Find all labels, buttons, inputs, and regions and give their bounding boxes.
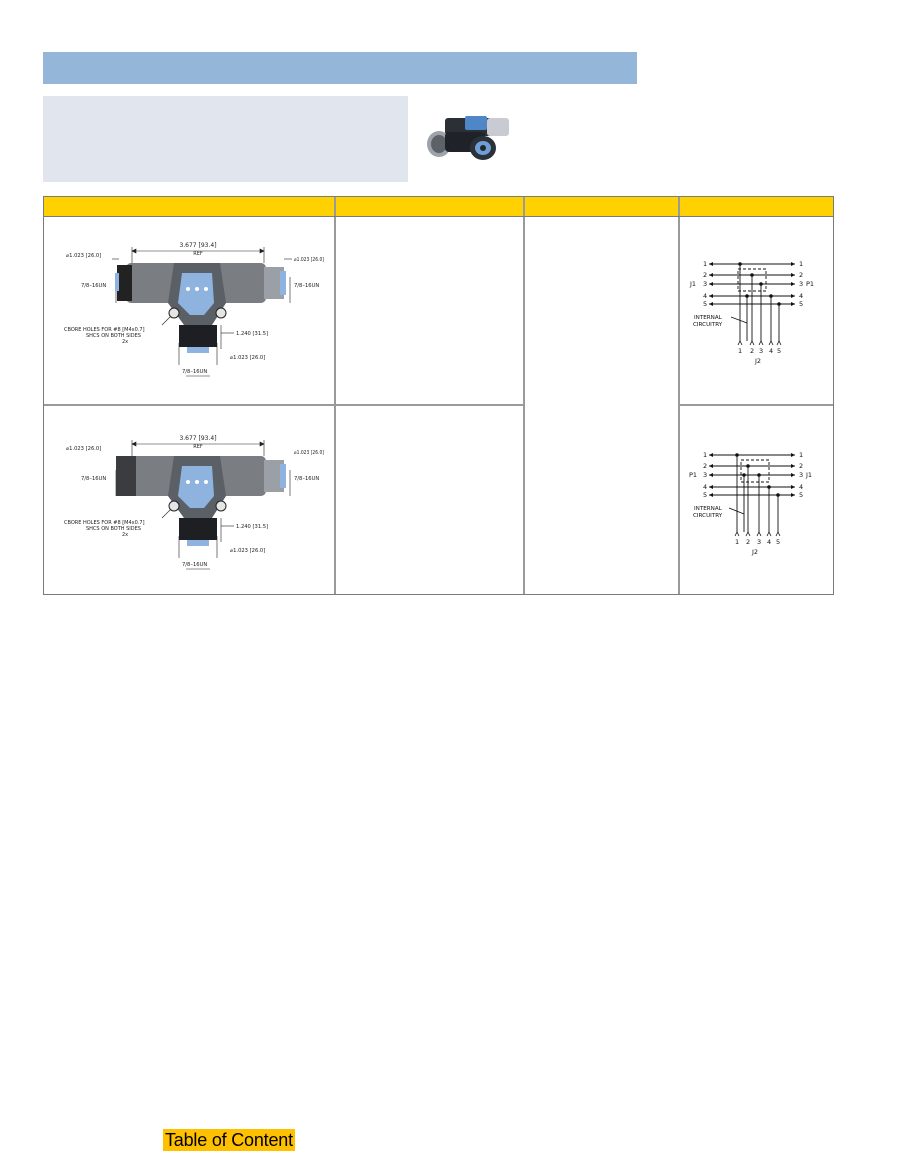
bottom-diameter-label: ⌀1.023 [26.0] xyxy=(230,548,266,554)
dimension-drawing xyxy=(64,237,326,382)
bottom-thread-label: 7/8–16UN xyxy=(182,562,208,568)
height-dimension-label: 1.240 [31.5] xyxy=(236,524,269,530)
pin-label: 3 xyxy=(703,471,708,479)
height-dimension-label: 1.240 [31.5] xyxy=(236,331,269,337)
spec-table xyxy=(43,196,834,595)
connector-label: J1 xyxy=(690,280,697,288)
pin-label: 3 xyxy=(799,280,804,288)
table-of-content-link[interactable]: Table of Content xyxy=(165,1130,293,1150)
pin-label: 4 xyxy=(703,483,708,491)
connector-label: J2 xyxy=(752,548,759,556)
pin-label: 1 xyxy=(738,347,743,355)
pin-label: 5 xyxy=(777,347,782,355)
pin-label: 4 xyxy=(799,292,804,300)
pin-label: 2 xyxy=(703,271,708,279)
cbore-label: 2x xyxy=(122,532,129,538)
tee-connector-photo xyxy=(425,112,515,167)
ref-label: REF xyxy=(193,444,203,450)
left-thread-label: 7/8–16UN xyxy=(81,283,107,289)
top-dimension-label: 3.677 [93.4] xyxy=(179,435,217,442)
connector-label: P1 xyxy=(689,471,698,479)
pin-label: 5 xyxy=(776,538,781,546)
pin-label: 3 xyxy=(703,280,708,288)
pin-label: 1 xyxy=(735,538,740,546)
dimension-drawing xyxy=(64,430,326,575)
product-intro-box xyxy=(43,96,408,182)
pin-label: 3 xyxy=(757,538,762,546)
row-divider xyxy=(678,404,833,406)
pin-label: 4 xyxy=(769,347,774,355)
ref-label: REF xyxy=(193,251,203,257)
connector-label: P1 xyxy=(806,280,815,288)
table-header-cell xyxy=(525,197,678,216)
pin-label: 3 xyxy=(759,347,764,355)
left-diameter-label: ⌀1.023 [26.0] xyxy=(66,253,102,259)
right-diameter-label: ⌀1.023 [26.0] xyxy=(294,450,324,456)
pin-label: 5 xyxy=(799,491,804,499)
wiring-diagram xyxy=(689,444,819,559)
pin-label: 4 xyxy=(799,483,804,491)
internal-circuitry-label: INTERNAL xyxy=(694,315,722,321)
table-header-cell xyxy=(44,197,334,216)
cbore-label: CBORE HOLES FOR #8 [M4x0.7] xyxy=(64,520,145,526)
column-divider xyxy=(678,197,680,594)
pin-label: 1 xyxy=(799,260,804,268)
left-diameter-label: ⌀1.023 [26.0] xyxy=(66,446,102,452)
pin-label: 2 xyxy=(703,462,708,470)
pin-label: 2 xyxy=(799,271,804,279)
pin-label: 4 xyxy=(703,292,708,300)
pin-label: 4 xyxy=(767,538,772,546)
title-band xyxy=(43,52,637,84)
right-thread-label: 7/8–16UN xyxy=(294,283,320,289)
pin-label: 5 xyxy=(703,300,708,308)
row-divider xyxy=(44,404,523,406)
cbore-label: CBORE HOLES FOR #8 [M4x0.7] xyxy=(64,327,145,333)
cbore-label: 2x xyxy=(122,339,129,345)
pin-label: 2 xyxy=(750,347,755,355)
pin-label: 2 xyxy=(746,538,751,546)
pin-label: 1 xyxy=(703,260,708,268)
connector-label: J1 xyxy=(806,471,813,479)
column-divider xyxy=(334,197,336,594)
cbore-label: SHCS ON BOTH SIDES xyxy=(86,333,141,339)
pin-label: 5 xyxy=(703,491,708,499)
left-thread-label: 7/8–16UN xyxy=(81,476,107,482)
cbore-label: SHCS ON BOTH SIDES xyxy=(86,526,141,532)
internal-circuitry-label: CIRCUITRY xyxy=(693,322,723,328)
table-header-cell xyxy=(336,197,523,216)
internal-circuitry-label: INTERNAL xyxy=(694,506,722,512)
bottom-thread-label: 7/8–16UN xyxy=(182,369,208,375)
table-header-cell xyxy=(680,197,833,216)
pin-label: 5 xyxy=(799,300,804,308)
header-divider xyxy=(44,216,833,217)
pin-label: 3 xyxy=(799,471,804,479)
pin-label: 2 xyxy=(799,462,804,470)
connector-label: J2 xyxy=(755,357,762,365)
internal-circuitry-label: CIRCUITRY xyxy=(693,513,723,519)
right-thread-label: 7/8–16UN xyxy=(294,476,320,482)
column-divider xyxy=(523,197,525,594)
pin-label: 1 xyxy=(799,451,804,459)
bottom-diameter-label: ⌀1.023 [26.0] xyxy=(230,355,266,361)
top-dimension-label: 3.677 [93.4] xyxy=(179,242,217,249)
right-diameter-label: ⌀1.023 [26.0] xyxy=(294,257,324,263)
pin-label: 1 xyxy=(703,451,708,459)
wiring-diagram xyxy=(689,253,819,368)
